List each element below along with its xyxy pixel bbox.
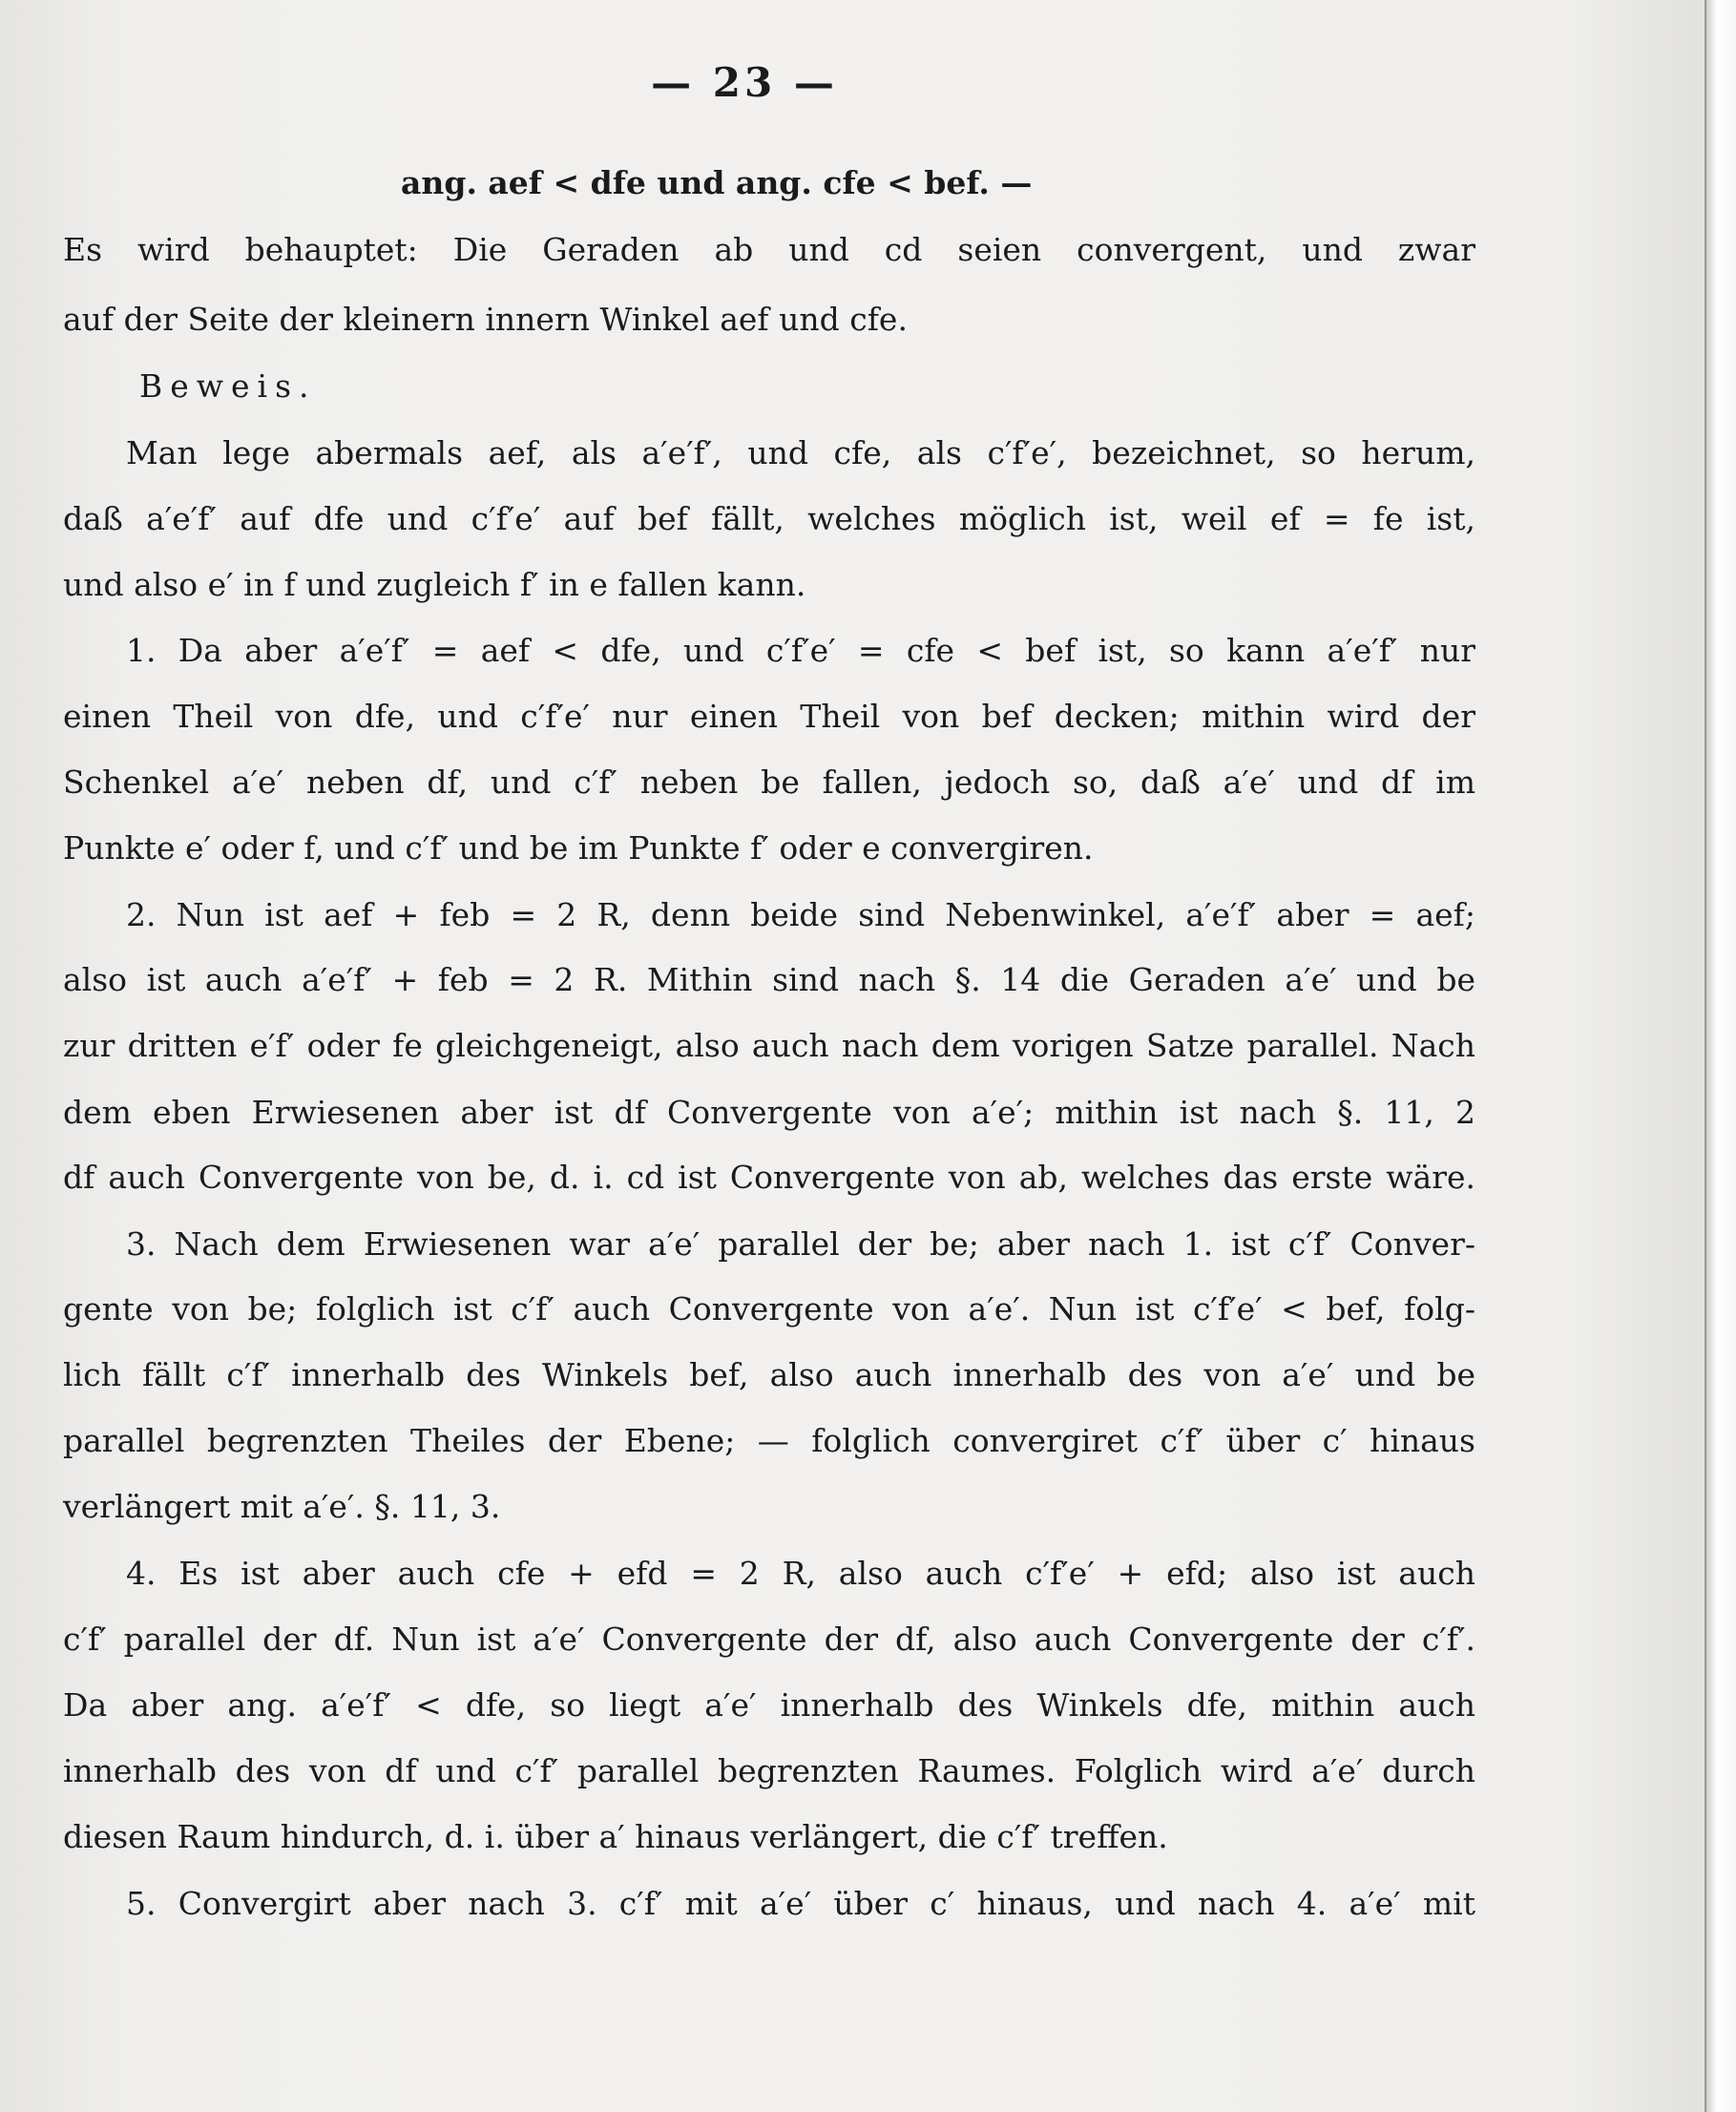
text-line: c′f′ parallel der df. Nun ist a′e′ Convergente der df, also auch Convergente der c′f′. <box>63 1621 1475 1658</box>
text-line: verlängert mit a′e′. §. 11, 3. <box>63 1488 501 1525</box>
text-line: also ist auch a′e′f′ + feb = 2 R. Mithin sind nach §. 14 die Geraden a′e′ und be <box>63 961 1475 998</box>
text-line: 5. Convergirt aber nach 3. c′f′ mit a′e′ über c′ hinaus, und nach 4. a′e′ mit <box>126 1885 1475 1922</box>
text-line: parallel begrenzten Theiles der Ebene; — folglich convergiret c′f′ über c′ hinaus <box>63 1422 1475 1459</box>
text-line: gente von be; folglich ist c′f′ auch Convergente von a′e′. Nun ist c′f′e′ < bef, folg- <box>63 1290 1475 1328</box>
text-line: einen Theil von dfe, und c′f′e′ nur einen Theil von bef decken; mithin wird der <box>63 698 1475 735</box>
text-line: Es wird behauptet: Die Geraden ab und cd seien convergent, und zwar <box>63 231 1475 268</box>
text-line: df auch Convergente von be, d. i. cd ist Convergente von ab, welches das erste wäre. <box>63 1159 1475 1196</box>
text-line: Schenkel a′e′ neben df, und c′f′ neben be fallen, jedoch so, daß a′e′ und df im <box>63 763 1475 801</box>
text-line: auf der Seite der kleinern innern Winkel aef und cfe. <box>63 301 908 338</box>
text-line: und also e′ in f und zugleich f′ in e fallen kann. <box>63 566 806 603</box>
text-line: Punkte e′ oder f, und c′f′ und be im Punkte f′ oder e convergiren. <box>63 829 1094 867</box>
text-line: dem eben Erwiesenen aber ist df Convergente von a′e′; mithin ist nach §. 11, 2 <box>63 1094 1475 1131</box>
text-line: ang. aef < dfe und ang. cfe < bef. — <box>401 164 1033 201</box>
text-line: 1. Da aber a′e′f′ = aef < dfe, und c′f′e′ = cfe < bef ist, so kann a′e′f′ nur <box>126 632 1475 669</box>
text-line: daß a′e′f′ auf dfe und c′f′e′ auf bef fällt, welches möglich ist, weil ef = fe ist, <box>63 500 1475 537</box>
text-line: 4. Es ist aber auch cfe + efd = 2 R, also auch c′f′e′ + efd; also ist auch <box>126 1555 1475 1592</box>
section-heading: Beweis. <box>139 367 317 405</box>
text-line: Da aber ang. a′e′f′ < dfe, so liegt a′e′ innerhalb des Winkels dfe, mithin auch <box>63 1686 1475 1724</box>
page-number-header: — 23 — <box>651 59 838 106</box>
text-line: Man lege abermals aef, als a′e′f′, und cfe, als c′f′e′, bezeichnet, so herum, <box>126 434 1475 471</box>
text-line: innerhalb des von df und c′f′ parallel begrenzten Raumes. Folglich wird a′e′ durch <box>63 1752 1475 1789</box>
text-line: zur dritten e′f′ oder fe gleichgeneigt, also auch nach dem vorigen Satze parallel. Nach <box>63 1027 1475 1064</box>
page-edge <box>1705 0 1736 2112</box>
text-line: diesen Raum hindurch, d. i. über a′ hinaus verlängert, die c′f′ treffen. <box>63 1818 1168 1855</box>
text-line: lich fällt c′f′ innerhalb des Winkels bef, also auch innerhalb des von a′e′ und be <box>63 1356 1475 1393</box>
text-line: 2. Nun ist aef + feb = 2 R, denn beide sind Nebenwinkel, a′e′f′ aber = aef; <box>126 896 1475 933</box>
text-line: 3. Nach dem Erwiesenen war a′e′ parallel der be; aber nach 1. ist c′f′ Conver- <box>126 1225 1475 1263</box>
